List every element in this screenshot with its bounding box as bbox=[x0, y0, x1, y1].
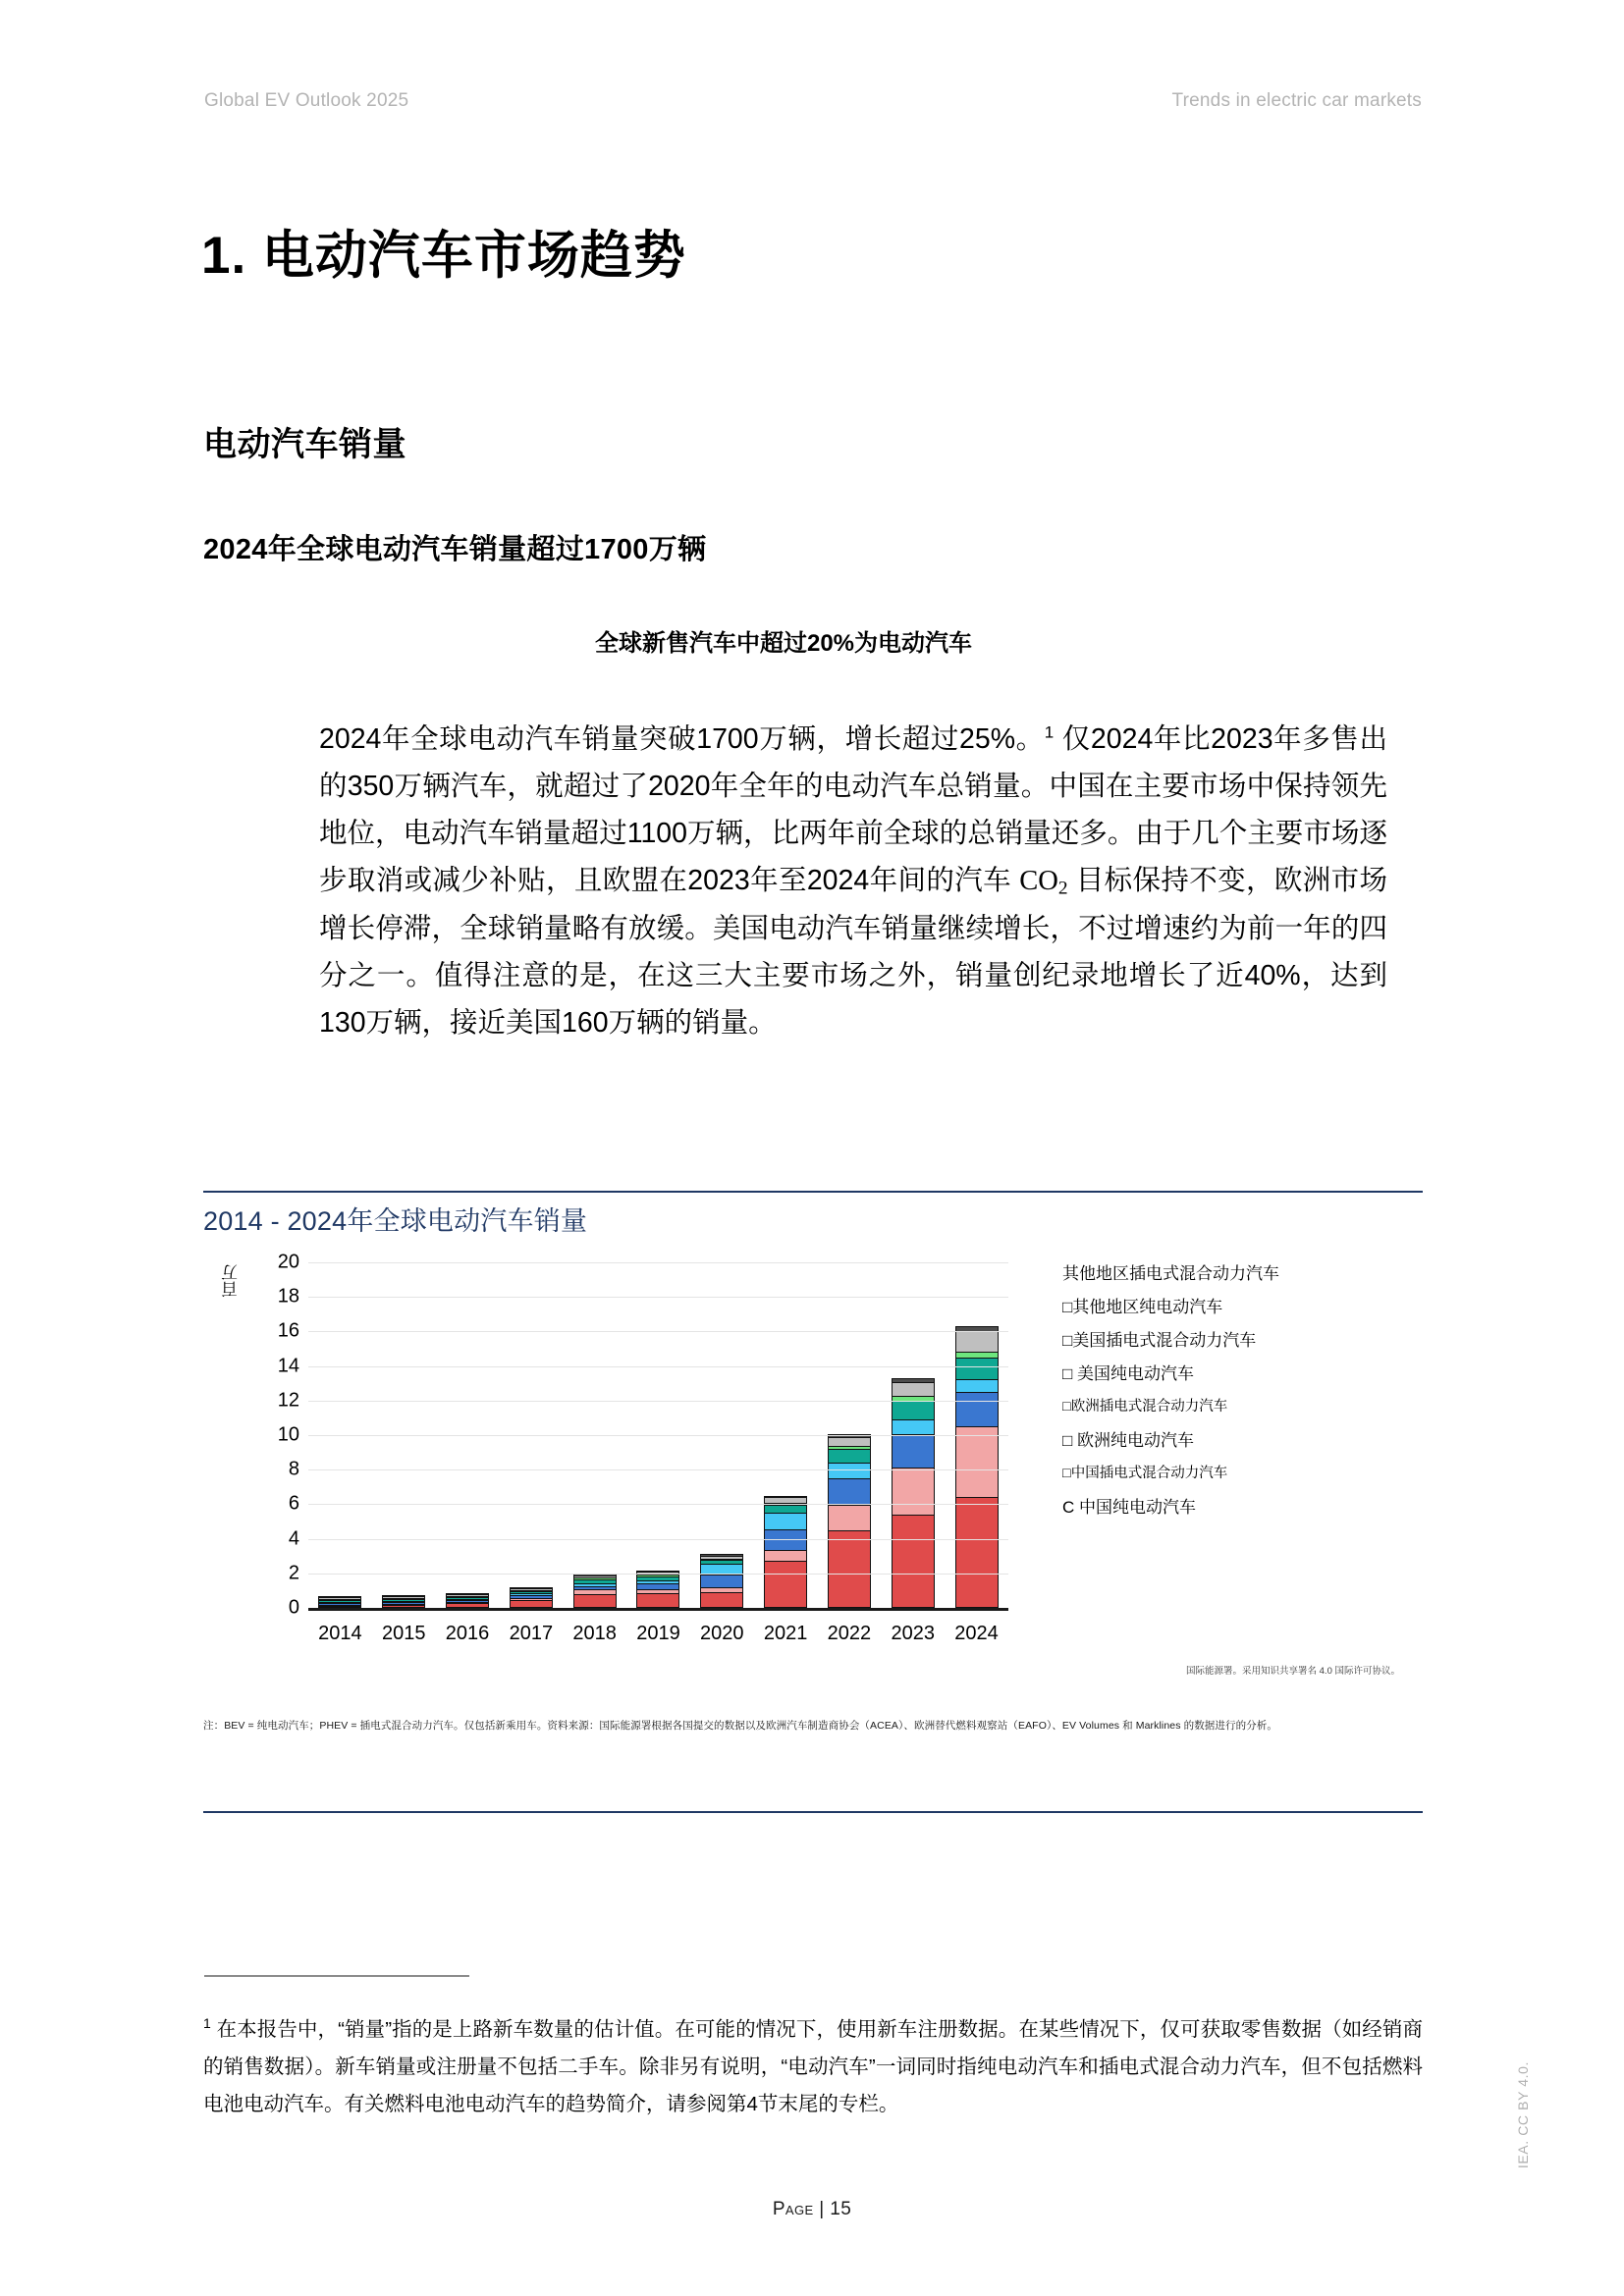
chart-legend bbox=[1062, 1255, 1396, 1522]
running-head-right: Trends in electric car markets bbox=[1171, 90, 1422, 111]
gridline bbox=[308, 1297, 1008, 1298]
bar-segment[interactable] bbox=[892, 1515, 935, 1608]
y-axis-tick-label: 10 bbox=[277, 1423, 299, 1446]
stacked-bar[interactable] bbox=[573, 1574, 617, 1608]
body-paragraph bbox=[319, 716, 1387, 1046]
bar-segment[interactable] bbox=[955, 1426, 999, 1497]
footnote-ref-1[interactable]: 1 bbox=[1044, 722, 1055, 741]
highlight-heading: 全球新售汽车中超过20%为电动汽车 bbox=[594, 630, 973, 657]
legend-label: C 中国纯电动汽车 bbox=[1062, 1497, 1196, 1517]
gridline bbox=[308, 1539, 1008, 1540]
bar-segment[interactable] bbox=[828, 1437, 871, 1446]
bar-segment[interactable] bbox=[573, 1594, 617, 1608]
legend-item[interactable] bbox=[1062, 1455, 1396, 1488]
bar-segment[interactable] bbox=[892, 1419, 935, 1434]
bar-segment[interactable] bbox=[828, 1478, 871, 1505]
gridline bbox=[308, 1435, 1008, 1436]
running-head-left: Global EV Outlook 2025 bbox=[204, 90, 409, 111]
figure-rule-bottom bbox=[203, 1811, 1423, 1813]
legend-label: □中国插电式混合动力汽车 bbox=[1062, 1465, 1228, 1481]
legend-item[interactable] bbox=[1062, 1288, 1396, 1321]
gridline bbox=[308, 1366, 1008, 1367]
stacked-bar[interactable] bbox=[764, 1496, 807, 1608]
legend-label: □欧洲插电式混合动力汽车 bbox=[1062, 1398, 1228, 1415]
gridline bbox=[308, 1331, 1008, 1332]
y-axis-tick-label: 2 bbox=[288, 1562, 299, 1584]
body-text-part3: 目标保持不变，欧洲市场增长停滞，全球销量略有放缓。美国电动汽车销量继续增长，不过增速约为前一年的四分之一。值得注意的是，在这三大主要市场之外，销量创纪录地增长了近40%，达到130万辆，接近美国160万辆的销量。 bbox=[319, 864, 1387, 1039]
bar-segment[interactable] bbox=[700, 1592, 743, 1608]
x-axis-line bbox=[308, 1608, 1008, 1611]
bar-segment[interactable] bbox=[828, 1530, 871, 1608]
legend-label: 其他地区插电式混合动力汽车 bbox=[1062, 1263, 1279, 1283]
y-axis-tick-label: 14 bbox=[277, 1355, 299, 1377]
stacked-bar[interactable] bbox=[828, 1434, 871, 1608]
co2-text: CO bbox=[1019, 865, 1058, 896]
running-head bbox=[204, 90, 1422, 112]
bar-segment[interactable] bbox=[955, 1379, 999, 1392]
stacked-bar[interactable] bbox=[700, 1554, 743, 1608]
x-axis-tick-label: 2024 bbox=[954, 1623, 999, 1644]
x-axis-tick-label: 2019 bbox=[636, 1623, 680, 1644]
gridline bbox=[308, 1469, 1008, 1470]
gridline bbox=[308, 1262, 1008, 1263]
body-text-part1: 2024年全球电动汽车销量突破1700万辆，增长超过25%。 bbox=[319, 722, 1045, 755]
x-axis-tick-label: 2023 bbox=[891, 1623, 935, 1644]
x-axis-tick-label: 2016 bbox=[445, 1623, 490, 1644]
y-axis-unit-label: 百万 bbox=[222, 1264, 241, 1298]
bar-segment[interactable] bbox=[955, 1331, 999, 1351]
bar-segment[interactable] bbox=[955, 1358, 999, 1379]
legend-item[interactable] bbox=[1062, 1421, 1396, 1455]
gridline bbox=[308, 1401, 1008, 1402]
page-number: Page | 15 bbox=[772, 2199, 852, 2219]
legend-item[interactable] bbox=[1062, 1321, 1396, 1355]
figure-source-note: 注：BEV = 纯电动汽车；PHEV = 插电式混合动力汽车。仅包括新乘用车。资料来源：国际能源署根据各国提交的数据以及欧洲汽车制造商协会（ACEA）、欧洲替代燃料观察站（EAFO）、EV Volumes 和 Marklines 的数据进行的分析。 bbox=[203, 1720, 1277, 1732]
chart-container bbox=[203, 1251, 1423, 1677]
stacked-bar[interactable] bbox=[636, 1571, 679, 1608]
stacked-bar[interactable] bbox=[446, 1593, 489, 1608]
footnote-text: 在本报告中，“销量”指的是上路新车数量的估计值。在可能的情况下，使用新车注册数据。在某些情况下，仅可获取零售数据（如经销商的销售数据）。新车销量或注册量不包括二手车。除非另有说明，“电动汽车”一词同时指纯电动汽车和插电式混合动力汽车，但不包括燃料电池电动汽车。有关燃料电池电动汽车的趋势简介，请参阅第4节末尾的专栏。 bbox=[203, 2017, 1423, 2115]
footnote-separator bbox=[204, 1975, 469, 1977]
y-axis-tick-label: 18 bbox=[277, 1285, 299, 1308]
x-axis-tick-labels bbox=[308, 1623, 1008, 1645]
bar-segment[interactable] bbox=[700, 1575, 743, 1587]
stacked-bar[interactable] bbox=[382, 1595, 425, 1608]
bar-segment[interactable] bbox=[764, 1513, 807, 1529]
legend-item[interactable] bbox=[1062, 1255, 1396, 1288]
legend-item[interactable] bbox=[1062, 1355, 1396, 1388]
x-axis-tick-label: 2017 bbox=[509, 1623, 554, 1644]
co2-subscript: 2 bbox=[1057, 877, 1068, 898]
footnote-marker: 1 bbox=[203, 2014, 211, 2031]
legend-item[interactable] bbox=[1062, 1388, 1396, 1421]
x-axis-tick-label: 2014 bbox=[318, 1623, 362, 1644]
gridline bbox=[308, 1504, 1008, 1505]
bar-segment[interactable] bbox=[828, 1449, 871, 1463]
bar-segment[interactable] bbox=[892, 1382, 935, 1396]
bar-segment[interactable] bbox=[764, 1550, 807, 1561]
bar-segment[interactable] bbox=[764, 1561, 807, 1608]
stacked-bar[interactable] bbox=[318, 1596, 361, 1609]
y-axis-tick-label: 12 bbox=[277, 1389, 299, 1412]
chart-plot-area bbox=[277, 1251, 1008, 1619]
legend-label: □其他地区纯电动汽车 bbox=[1062, 1297, 1223, 1316]
bar-segment[interactable] bbox=[510, 1600, 553, 1608]
bar-segment[interactable] bbox=[892, 1401, 935, 1419]
bar-segment[interactable] bbox=[955, 1497, 999, 1608]
stacked-bar[interactable] bbox=[510, 1587, 553, 1608]
legend-item[interactable] bbox=[1062, 1488, 1396, 1522]
legend-label: □ 欧洲纯电动汽车 bbox=[1062, 1430, 1194, 1450]
bar-segment[interactable] bbox=[892, 1468, 935, 1515]
bar-segment[interactable] bbox=[636, 1593, 679, 1608]
bar-segment[interactable] bbox=[892, 1434, 935, 1468]
bar-segment[interactable] bbox=[382, 1605, 425, 1608]
page-title: 1. 电动汽车市场趋势 bbox=[201, 227, 686, 285]
x-axis-tick-label: 2018 bbox=[572, 1623, 617, 1644]
subsection-heading: 2024年全球电动汽车销量超过1700万辆 bbox=[203, 534, 707, 565]
x-axis-tick-label: 2022 bbox=[827, 1623, 872, 1644]
co2-formula bbox=[1019, 866, 1067, 896]
bar-segment[interactable] bbox=[764, 1505, 807, 1513]
bar-segment[interactable] bbox=[955, 1392, 999, 1426]
footnote-block bbox=[203, 2011, 1423, 2123]
body-text-part2: 仅2024年比2023年多售出的350万辆汽车，就超过了2020年全年的电动汽车总销量。中国在主要市场中保持领先地位，电动汽车销量超过1100万辆，比两年前全球的总销量还多。由于几个主要市场逐步取消或减少补贴，且欧盟在2023年至2024年间的汽车 bbox=[319, 722, 1387, 896]
figure-rule-top bbox=[203, 1191, 1423, 1193]
legend-label: □ 美国纯电动汽车 bbox=[1062, 1363, 1194, 1383]
x-axis-tick-label: 2020 bbox=[700, 1623, 744, 1644]
y-axis-tick-label: 0 bbox=[288, 1596, 299, 1619]
bar-segment[interactable] bbox=[318, 1606, 361, 1608]
y-axis-tick-label: 6 bbox=[288, 1492, 299, 1515]
legend-label: □美国插电式混合动力汽车 bbox=[1062, 1330, 1257, 1350]
y-axis-tick-label: 8 bbox=[288, 1458, 299, 1480]
y-axis-tick-label: 4 bbox=[288, 1527, 299, 1550]
bar-segment[interactable] bbox=[446, 1603, 489, 1608]
y-axis-tick-label: 20 bbox=[277, 1251, 299, 1273]
x-axis-tick-label: 2015 bbox=[381, 1623, 426, 1644]
gridline bbox=[308, 1574, 1008, 1575]
iea-license-note: 国际能源署。采用知识共享署名 4.0 国际许可协议。 bbox=[1186, 1666, 1400, 1677]
stacked-bar[interactable] bbox=[955, 1326, 999, 1608]
figure-title: 2014 - 2024年全球电动汽车销量 bbox=[203, 1206, 588, 1236]
y-axis-tick-label: 16 bbox=[277, 1319, 299, 1342]
section-heading: 电动汽车销量 bbox=[203, 426, 406, 463]
x-axis-tick-label: 2021 bbox=[763, 1623, 808, 1644]
bar-segment[interactable] bbox=[828, 1505, 871, 1530]
side-license-mark: IEA. CC BY 4.0. bbox=[1515, 2061, 1531, 2169]
